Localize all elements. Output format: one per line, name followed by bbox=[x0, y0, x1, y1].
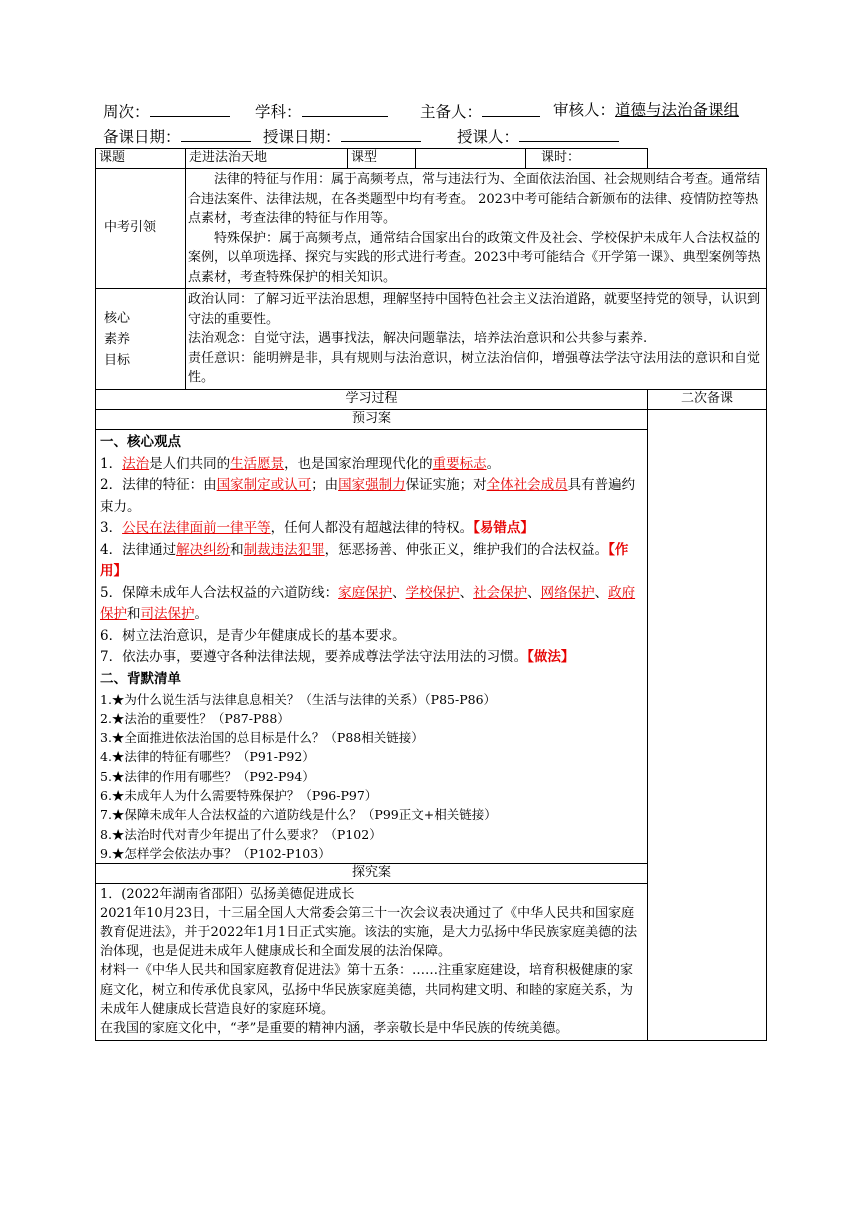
prep-date-field bbox=[103, 123, 251, 150]
empty-corner bbox=[648, 149, 767, 169]
second-prep-title: 二次备课 bbox=[648, 390, 767, 410]
preparer-blank[interactable] bbox=[482, 98, 540, 117]
explore-paragraph-3: 在我国的家庭文化中，“孝”是重要的精神内涵，孝亲敬长是中华民族的传统美德。 bbox=[100, 1021, 569, 1037]
core-label-1: 核心 bbox=[104, 310, 131, 326]
reviewer-field bbox=[553, 98, 739, 123]
prep-date-blank[interactable] bbox=[181, 123, 251, 142]
reviewer-label: 审核人： bbox=[553, 101, 616, 119]
week-field bbox=[103, 98, 230, 125]
memorize-item-9: 9.★怎样学会依法办事？（P102-P103） bbox=[100, 845, 331, 861]
preview-content bbox=[96, 430, 648, 864]
core-point-3: 3．公民在法律面前一律平等，任何人都没有超越法律的特权。【易错点】 bbox=[100, 520, 534, 536]
teach-date-field bbox=[263, 123, 421, 150]
core-point-1: 1．法治是人们共同的生活愿景，也是国家治理现代化的重要标志。 bbox=[100, 455, 501, 472]
info-row bbox=[96, 149, 767, 169]
core-points-title: 一、核心观点 bbox=[100, 434, 181, 450]
type-value[interactable] bbox=[416, 149, 526, 169]
second-prep-cell[interactable] bbox=[648, 410, 767, 1041]
explore-paragraph-1: 2021年10月23日，十三届全国人大常委会第三十一次会议表决通过了《中华人民共和国家庭教育促进法》，并于2022年1月1日正式实施。该法的实施，是大力弘扬中华民族家庭美德的法治体现，也是促进未成年人健康成长和全面发展的法治保障。 bbox=[100, 905, 638, 960]
hours-label: 课时： bbox=[541, 150, 581, 165]
memorize-item-3: 3.★全面推进依法治国的总目标是什么？（P88相关链接） bbox=[100, 730, 424, 746]
core-point-5: 5．保障未成年人合法权益的六道防线：家庭保护、学校保护、社会保护、网络保护、政府保护和司法保护。 bbox=[100, 584, 636, 622]
subject-label: 学科： bbox=[255, 103, 302, 121]
memorize-list bbox=[100, 669, 644, 864]
memorize-item-8: 8.★法治时代对青少年提出了什么要求？（P102） bbox=[100, 826, 382, 842]
core-goal-row bbox=[96, 289, 767, 390]
core-points bbox=[100, 432, 644, 669]
header-line-1 bbox=[95, 98, 766, 123]
prep-date-label: 备课日期： bbox=[103, 128, 181, 146]
teacher-blank[interactable] bbox=[519, 123, 619, 142]
memorize-item-5: 5.★法律的作用有哪些？（P92-P94） bbox=[100, 768, 315, 784]
teacher-field bbox=[457, 123, 619, 150]
memorize-item-7: 7.★保障未成年人合法权益的六道防线是什么？（P99正文+相关链接） bbox=[100, 807, 497, 823]
week-blank[interactable] bbox=[150, 98, 230, 117]
core-goal-2: 法治观念：自觉守法，遇事找法，解决问题靠法，培养法治意识和公共参与素养. bbox=[188, 331, 648, 346]
week-label: 周次： bbox=[103, 103, 150, 121]
topic-value: 走进法治天地 bbox=[186, 149, 348, 169]
core-goal-1: 政治认同：了解习近平法治思想，理解坚持中国特色社会主义法治道路，就要坚持党的领导，认识到守法的重要性。 bbox=[188, 292, 761, 327]
exam-paragraph-2: 特殊保护：属于高频考点，通常结合国家出台的政策文件及社会、学校保护未成年人合法权益的案例，以单项选择、探究与实践的形式进行考查。2023中考可能结合《开学第一课》、典型案例等热点素材，考查特殊保护的相关知识。 bbox=[188, 230, 761, 285]
core-point-7: 7．依法办事，要遵守各种法律法规，要养成尊法学法守法用法的习惯。【做法】 bbox=[100, 649, 575, 665]
explore-title: 探究案 bbox=[96, 864, 648, 884]
subject-field bbox=[255, 98, 388, 125]
process-header-row bbox=[96, 390, 767, 410]
process-title: 学习过程 bbox=[96, 390, 648, 410]
type-label: 课型 bbox=[348, 149, 416, 169]
core-label-2: 素养 bbox=[104, 331, 131, 347]
lesson-table bbox=[95, 148, 767, 1041]
hours-cell[interactable] bbox=[526, 149, 648, 169]
core-point-2: 2．法律的特征：由国家制定或认可；由国家强制力保证实施；对全体社会成员具有普遍约束力。 bbox=[100, 477, 636, 515]
exam-paragraph-1: 法律的特征与作用：属于高频考点，常与违法行为、全面依法治国、社会规则结合考查。通常结合违法案件、法律法规，在各类题型中均有考查。 2023中考可能结合新颁布的法律、疫情防控等热点素材，考查法律的特征与作用等。 bbox=[188, 172, 761, 226]
preview-header-row bbox=[96, 410, 767, 430]
teacher-label: 授课人： bbox=[457, 128, 520, 146]
core-point-6: 6．树立法治意识，是青少年健康成长的基本要求。 bbox=[100, 627, 406, 644]
topic-label: 课题 bbox=[96, 149, 186, 169]
memorize-item-2: 2.★法治的重要性？（P87-P88） bbox=[100, 710, 290, 726]
exam-content bbox=[186, 169, 767, 289]
core-goal-content bbox=[186, 289, 767, 390]
memorize-item-6: 6.★未成年人为什么需要特殊保护？（P96-P97） bbox=[100, 787, 378, 803]
explore-question-1: 1．(2022年湖南省邵阳）弘扬美德促进成长 bbox=[100, 886, 355, 902]
memorize-item-1: 1.★为什么说生活与法律息息相关？（生活与法律的关系）（P85-P86） bbox=[100, 691, 497, 707]
worksheet-page bbox=[95, 98, 766, 1041]
core-goal-3: 责任意识：能明辨是非，具有规则与法治意识，树立法治信仰，增强尊法学法守法用法的意识和自觉性。 bbox=[188, 350, 761, 385]
header-line-2 bbox=[95, 123, 766, 148]
core-goal-label bbox=[96, 289, 186, 390]
preparer-field bbox=[420, 98, 540, 125]
reviewer-value: 道德与法治备课组 bbox=[615, 101, 740, 119]
exam-row bbox=[96, 169, 767, 289]
memorize-title: 二、背默清单 bbox=[100, 670, 181, 687]
teach-date-label: 授课日期： bbox=[263, 128, 341, 146]
core-point-4: 4．法律通过解决纠纷和制裁违法犯罪，惩恶扬善、伸张正义，维护我们的合法权益。【作用】 bbox=[100, 541, 629, 579]
preview-title: 预习案 bbox=[96, 410, 648, 430]
memorize-item-4: 4.★法律的特征有哪些？（P91-P92） bbox=[100, 749, 315, 765]
teach-date-blank[interactable] bbox=[341, 123, 421, 142]
explore-paragraph-2: 材料一《中华人民共和国家庭教育促进法》第十五条：……注重家庭建设，培育积极健康的家庭文化，树立和传承优良家风，弘扬中华民族家庭美德，共同构建文明、和睦的家庭关系，为未成年人健康成长营造良好的家庭环境。 bbox=[100, 963, 634, 1017]
preparer-label: 主备人： bbox=[420, 103, 483, 121]
explore-content bbox=[96, 883, 648, 1041]
core-label-3: 目标 bbox=[104, 352, 131, 368]
subject-blank[interactable] bbox=[302, 98, 388, 117]
exam-label: 中考引领 bbox=[96, 169, 186, 289]
